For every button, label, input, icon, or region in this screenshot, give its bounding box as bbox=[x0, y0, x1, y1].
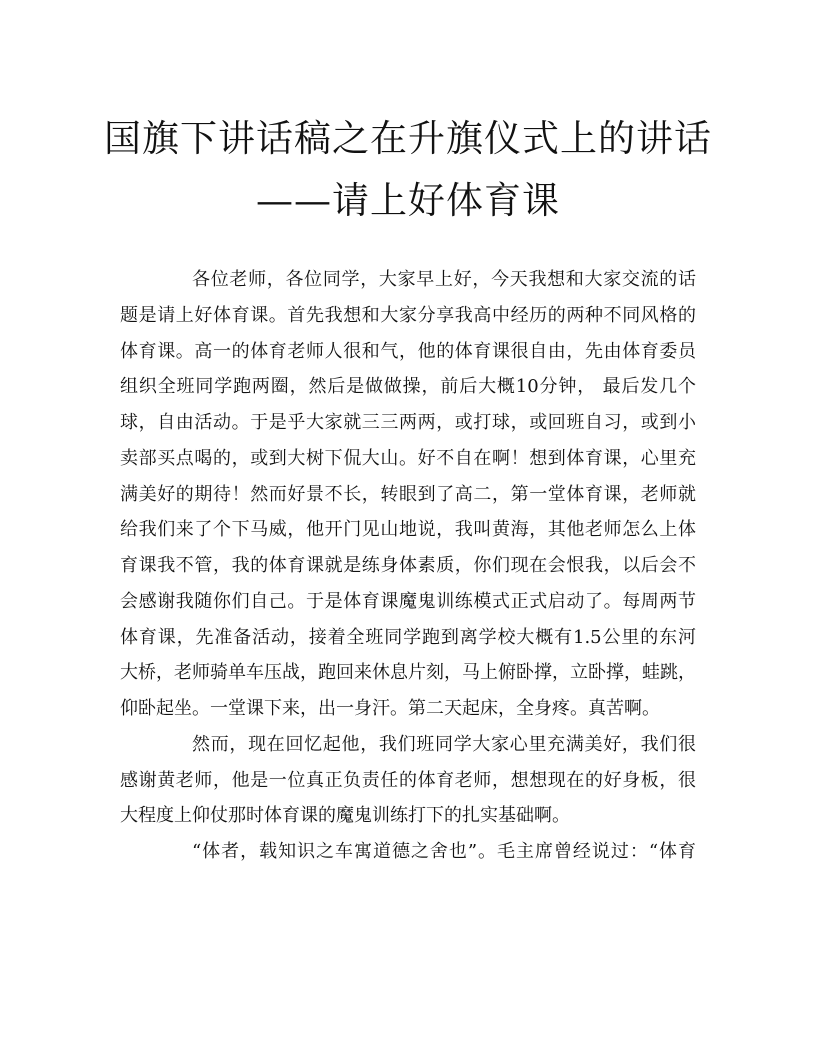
text-line: 大程度上仰仗那时体育课的魔鬼训练打下的扎实基础啊。 bbox=[120, 805, 570, 827]
title-line-1: 国旗下讲话稿之在升旗仪式上的讲话 bbox=[104, 117, 712, 160]
paragraph-3 bbox=[120, 834, 696, 870]
text-line: 组织全班同学跑两圈，然后是做做操，前后大概10分钟， 最后发几个 bbox=[120, 376, 696, 398]
title-line-2: ——请上好体育课 bbox=[256, 179, 560, 222]
text-line: 大桥，老师骑单车压战，跑回来休息片刻，马上俯卧撑，立卧撑，蛙跳， bbox=[120, 662, 696, 684]
text-line: 球，自由活动。于是乎大家就三三两两，或打球，或回班自习，或到小 bbox=[120, 412, 696, 433]
paragraph-2 bbox=[120, 727, 696, 834]
text-line: 各位老师，各位同学，大家早上好，今天我想和大家交流的话 bbox=[192, 269, 696, 290]
text-line: 体育课，先准备活动，接着全班同学跑到离学校大概有1.5公里的东河 bbox=[120, 626, 696, 648]
text-line: 题是请上好体育课。首先我想和大家分享我高中经历的两种不同风格的 bbox=[120, 304, 696, 326]
document-title bbox=[100, 108, 716, 232]
text-line: 卖部买点喝的，或到大树下侃大山。好不自在啊！想到体育课，心里充 bbox=[120, 447, 696, 469]
text-line: 满美好的期待！然而好景不长，转眼到了高二，第一堂体育课，老师就 bbox=[120, 483, 696, 505]
paragraph-1 bbox=[120, 262, 696, 727]
text-line: “体者，载知识之车寓道德之舍也”。毛主席曾经说过：“体育 bbox=[192, 841, 696, 862]
text-line: 然而，现在回忆起他，我们班同学大家心里充满美好，我们很 bbox=[192, 733, 696, 755]
text-line: 会感谢我随你们自己。于是体育课魔鬼训练模式正式启动了。每周两节 bbox=[120, 590, 696, 612]
text-line: 体育课。高一的体育老师人很和气，他的体育课很自由，先由体育委员 bbox=[120, 340, 696, 362]
text-line: 给我们来了个下马威，他开门见山地说，我叫黄海，其他老师怎么上体 bbox=[120, 519, 696, 541]
text-line: 感谢黄老师，他是一位真正负责任的体育老师，想想现在的好身板，很 bbox=[120, 769, 696, 791]
text-line: 仰卧起坐。一堂课下来，出一身汗。第二天起床，全身疼。真苦啊。 bbox=[120, 698, 660, 719]
text-line: 育课我不管，我的体育课就是练身体素质，你们现在会恨我，以后会不 bbox=[120, 555, 696, 576]
document-body bbox=[120, 262, 696, 870]
